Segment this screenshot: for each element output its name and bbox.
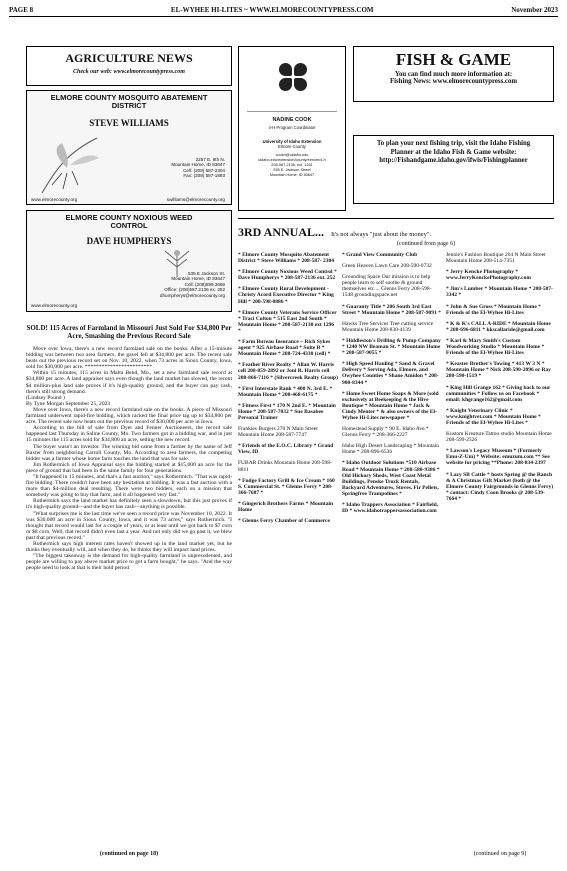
annual-continued-on: (continued on page 9)	[473, 851, 527, 857]
annual-tagline: It's not always "just about the money".	[331, 231, 432, 238]
mosquito-abatement-ad	[26, 90, 232, 205]
annual-title: 3RD ANNUAL	[238, 225, 316, 239]
fish-subtitle-2: Fishing News: www.elmorecountypress.com	[390, 78, 517, 85]
annual-continued-from: (continued from page 6)	[396, 241, 456, 247]
farmland-article	[26, 324, 232, 864]
weed-website: www.elmorecounty.org	[31, 303, 78, 308]
header-site: EL-WYHEE HI-LITES ~ WWW.ELMORECOUNTYPRESS.COM	[170, 6, 374, 14]
page-number: PAGE 8	[9, 6, 34, 14]
article-body: Move over Iowa, there's a new record farmland sale on the books. After a 15-minute bidding war between two area farmers, the gavel fell at $34,800 per acre. The recent sale beats out the previous record set on Nov. 10, 2022, when 73 acres in Sioux County, Iowa, sold for $30,000 per acre. ************************ Within 15 minutes, 115 acres in Malta Bend, Mo., set a new farmland sale record at $34,800 per acre. A land appraiser says even though the land market has slowed, the recent $4 million-plus land sale proves if it's high-quality ground, and the buyer can pay cash, there's still strong demand. (Lindsey Pound ) By Tyne Morgan September 25, 2023 Move over Iowa, there's a new record farmland sale on the books. A piece of Missouri farmland underwent rapid-fire bidding, which racked the final price tag up to $34,800 per acre. The recent sale now beats out the previous record of $30,000 per acre in Iowa. According to the bill of sale from Dyer and Fenner Auctioneers, the record sale happened last Thursday in Saline County, Mo. Two farmers got in a bidding war, and in just 15 minutes the 115 acres sold for $34,800 an acre, setting the new record. The buyer wasn't an investor. The winning bid came from a farmer by the name of Jeff Baxter from neighboring Carroll County, Mo. According to area farmers, the competing bidder was a farmer whose home farm touches the land that was for sale. Jim Rothermich of Iowa Appraisal says the bidding started at $15,000 an acre for the piece of ground that had been in the same family for four generations. "It happened in 15 minutes, and that's a fast auction," says Rothermich. "That was rapid-fire bidding. There couldn't have been any hesitation at bidding. It was a fast auction with a more than $4-million deal resulting. There were two bidders, each on a mission that somebody was going to buy that farm, and it all happened very fast." Rothermich says the land market has definitely seen a slowdown, but this just proves if it's high-quality ground—and the buyer has cash—anything is possible. "What surprises me is the last time we've seen a record price was November 10, 2022. It was $30,000 an acre in Sioux County, Iowa, and it was 73 acres," says Rothermich. "I thought that record would last for a couple of years, or at least until we got back to $7 corn or $8 corn. Well, that record didn't even last a year. And not only did we go past it, we blew past that previous record." Rothermich says high interest rates haven't showed up in the land market yet, but he thinks they eventually will, and when they do, he thinks they will impact land prices. "The biggest takeaway is the demand for high-quality farmland is unprecedented, and people are willing to pay above market price to get a farm bought," he says. "And the way people need to look at that is their hold period	[26, 346, 232, 572]
page-header	[9, 6, 558, 17]
weed-address: 535 E Jackson St. Mountain Home, ID 83647 Cell: (208)599.3669 Office: (208)587.2136 ex. 252 dhumpherys@elmorecounty.org	[159, 271, 225, 298]
fishing-planner-text: To plan your next fishing trip, visit the Idaho Fishing Planner at the Idaho Fish & Game website: http://Fishandgame.idaho.gov/ifwis/Fishingplanner	[376, 140, 531, 165]
mosquito-website: www.elmorecounty.org	[31, 197, 78, 202]
article-headline: SOLD! 115 Acres of Farmland in Missouri Just Sold For $34,800 Per Acre, Smashing the Previous Record Sale	[26, 324, 232, 340]
4h-ad	[238, 46, 346, 211]
noxious-weed-ad	[26, 210, 232, 312]
mosquito-org: ELMORE COUNTY MOSQUITO ABATEMENT DISTRICT	[50, 93, 208, 110]
weed-name: DAVE HUMPHERYS	[86, 236, 172, 246]
mosquito-email: swilliams@elmorecounty.org	[166, 197, 225, 202]
mosquito-address: 2257 E. 8th N. Mountain Home, ID 83647 Cell: (208) 587-2304 Fax: (208) 587-1893	[171, 157, 225, 179]
fishing-planner-box	[353, 135, 554, 204]
fish-title: FISH & GAME	[395, 50, 512, 69]
mosquito-illustration	[37, 133, 107, 197]
mosquito-name: STEVE WILLIAMS	[89, 118, 169, 128]
4h-divider	[247, 111, 337, 112]
newspaper-page	[9, 6, 558, 864]
4h-contact: cookn@uidaho.edu uidaho.edu/extension/county/elmore/4-h 208-587-2136, ext. 1251 535 E. Jackson Street Mountain Home, ID 83647	[258, 153, 326, 177]
fish-game-box	[353, 46, 554, 102]
header-date: November 2023	[511, 6, 558, 14]
annual-heading: 3RD ANNUAL... It's not always "just about the money". (continued from page 6)	[238, 218, 554, 247]
weed-org: ELMORE COUNTY NOXIOUS WEED CONTROL	[65, 213, 193, 230]
agriculture-news-box	[26, 46, 232, 86]
agriculture-title: AGRICULTURE NEWS	[65, 51, 193, 65]
annual-list-col-1: * Elmore County Mosquito Abatement District * Steve Williams * 208-587- 2304 * Elmore County Noxious Weed Control * Dave Humpherys * 208-587-2136 ext. 252 * Elmore County Rural Development - Christy Acord Executive Director * King Hill * 208-598-0886 * * Elmore County Veterans Service Officer * Traci Colton * 515 East 2nd South * Mountain Home * 208-587-2130 ext 1296 * * Farm Bureau Insurance – Rich Sykes agent * 925 Airbase Road * Suite B * Mountain Home * 208-724-4330 (cell) * * Feather River Realty * Allan W. Harris cell 208-859-2892 or Joni R. Harris cell 208-866-7116 * (Silvercreek Realty Group) * First Interstate Bank * 400 N. 3rd E. * Mountain Home * 208-468-6175 * * Fitness First * 170 N 2nd E. * Mountain Home * 208-587-7032 * Sue Basabee Personal Trainer Frankies Burgers 270 N Main Street Mountain Home 208-587-7747 * Friends of the E.O.C. Library * Grand View, ID FUBAR Drinks Mountain Home 208-598-8811 * Fudge Factory Grill & Ice Cream * 160 S. Commercial St. * Glenns Ferry * 208-366-7687 * * Gingerich Brothers Farms * Mountain Home * Glenns Ferry Chamber of Commerce	[238, 252, 338, 525]
article-continued: (continued on page 18)	[99, 851, 159, 857]
4h-clover-icon	[277, 61, 309, 93]
annual-list-col-3: Jennie's Fashion Boutique 204 N Main Street Mountain Home 208-514-7351 * Jerry Kencke Photography * www.JerryKenckePhotography.com * Jim's Lumber * Mountain Home * 208-587-3342 * * John & Sue Gross * Mountain Home * Friends of the El-Wyhee Hi-Lites * K & K's CALL A-RIDE * Mountain Home * 208-696-6811 * kkscallaride@gmail.com * Karl & Mary Smith's Custom Woodworking Studio * Mountain Home * Friends of the El-Wyhee Hi-Lites * Keaster Brother's Towing * 413 W 3 N * Mountain Home * Nick 208-590-2096 or Ray 208-590-1519 * * King Hill Grange 162 * Giving back to our communities * Follow us on Facebook * email: khgrange162@gmail.com * Knight Veterinary Clinic * www.knightvet.com * Mountain Home * Friends of the El-Wyhee Hi-Lites * Kustom Kreature Tattoo studio Mountain Home 208-599-2526 * Lawson's Legacy Museum * (Formerly Emu-Z-Um) * Website: emuzum.com ** See website for pricing **Phone: 208-834-2397 * Lazy SB Cattle * hosts Spring @ the Ranch & A Christmas Gift Market (both @ the Elmore County Fairgrounds in Glenns Ferry) * contact: Cindy Coon Brooks @ 208-539-7664 *	[446, 252, 554, 502]
4h-org: University of Idaho Extension Elmore County	[262, 139, 322, 150]
4h-role: 4-H Program Coordinator	[268, 125, 316, 130]
agriculture-subtitle: Check our web: www.elmorecountypress.com	[73, 69, 185, 75]
annual-list-col-2: * Grand View Community Club Green Heaven Lawn Care 208-590-0732 Grounding Space Our mission is to help people learn to self soothe & ground themselves etc.... Glenns Ferry 208-598-1548 groundingspace.net * Guaranty Title * 206 South 3rd East Street * Mountain Home * 208-587-9091 * Hawks Tree Services Tree cutting service Mountain Home 208-830-4139 * Hiddleston's Drilling & Pump Company * 1240 NW Beaman St. * Mountain Home * 208-587-9055 * * High Speed Hauling * Sand & Gravel Delivery * Serving Ada, Elmore, and Owyhee Counties * Shane Amidon * 208-900-8344 * * Home Sweet Home Soaps & More (sold exclusively at Beekeeping & the Hive Boutique * Mountain Home * Jack & Cindy Menter * & also owners of the El-Wyhee Hi-Lites newspaper * Homestead Supply * 90 E. Idaho Ave.* Glenns Ferry * 208-366-2227 Idaho High Desert Landscaping * Mountain Home * 208-896-6536 * Idaho Outdoor Solutions *510 Airbase Road * Mountain Home * 208-580-9386 * Old Hickory Sheds, West Coast Metal Buildings, Penske Truck Rentals, Backyard Adventures, Stoves, Fir Pellets, Springfree Trampolines * * Idaho Trappers Association * Fairfield, ID * www.idahotrappersassociation.com	[342, 252, 441, 515]
4h-name: NADINE COOK	[272, 117, 312, 123]
fish-subtitle-1: You can find much more information at:	[394, 71, 513, 78]
